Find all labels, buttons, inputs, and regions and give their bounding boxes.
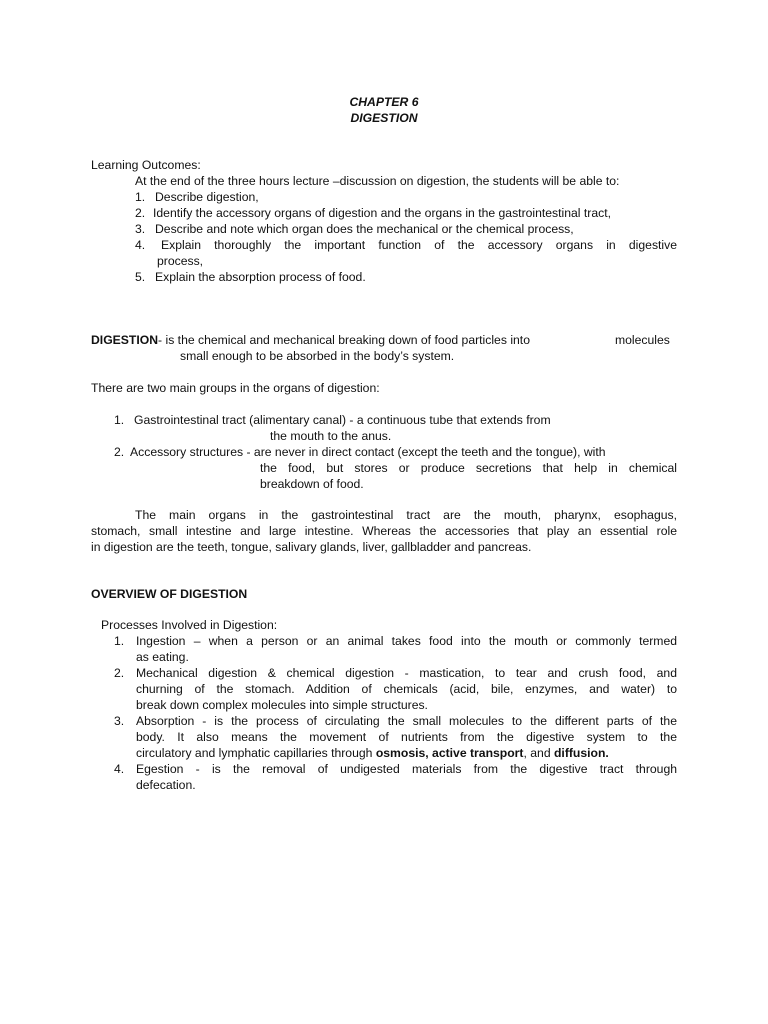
process-1-num: 1. [114, 634, 125, 648]
process-3-line-1: Absorption - is the process of circulating the small molecules to the different parts of the [136, 714, 677, 728]
paragraph-line-2: stomach, small intestine and large intestine. Whereas the accessories that play an essential role [91, 524, 677, 538]
group-item-2-line-3: breakdown of food. [260, 477, 364, 491]
group-item-1: 1. Gastrointestinal tract (alimentary canal) - a continuous tube that extends from [114, 413, 551, 427]
definition-term: DIGESTION [91, 333, 159, 347]
process-3-num: 3. [114, 714, 125, 728]
outcomes-heading: Learning Outcomes: [91, 158, 201, 172]
chapter-title: DIGESTION [350, 111, 418, 125]
group-item-2: 2. Accessory structures - are never in direct contact (except the teeth and the tongue), with [114, 445, 606, 459]
groups-intro: There are two main groups in the organs of digestion: [91, 381, 380, 395]
paragraph-line-3: in digestion are the teeth, tongue, salivary glands, liver, gallbladder and pancreas. [91, 540, 532, 554]
process-2-num: 2. [114, 666, 125, 680]
term-osmosis: osmosis [375, 746, 426, 760]
group-item-2-line-2: the food, but stores or produce secretions that help in chemical [260, 461, 677, 475]
outcome-item-3: 3. Describe and note which organ does the mechanical or the chemical process, [135, 222, 574, 236]
process-3-line-3: circulatory and lymphatic capillaries through osmosis, active transport, and diffusion. [136, 746, 609, 760]
overview-heading: OVERVIEW OF DIGESTION [91, 587, 248, 601]
process-2-line-3: break down complex molecules into simple structures. [136, 698, 428, 712]
paragraph-line-1: The main organs in the gastrointestinal tract are the mouth, pharynx, esophagus, [135, 508, 677, 522]
term-diffusion: diffusion. [553, 746, 609, 760]
outcome-item-1: 1. Describe digestion, [135, 190, 259, 204]
definition-line-1: DIGESTION- is the chemical and mechanical breaking down of food particles into [91, 333, 530, 347]
group-item-1-line-2: the mouth to the anus. [270, 429, 392, 443]
chapter-number: CHAPTER 6 [349, 95, 419, 109]
outcomes-intro: At the end of the three hours lecture –discussion on digestion, the students will be able to: [135, 174, 620, 188]
process-4-num: 4. [114, 762, 125, 776]
processes-heading: Processes Involved in Digestion: [101, 618, 278, 632]
outcome-item-4: 4. [135, 238, 146, 252]
definition-line-1-end: molecules [615, 333, 670, 347]
process-3-line-2: body. It also means the movement of nutrients from the digestive system to the [136, 730, 677, 744]
outcome-item-5: 5. Explain the absorption process of food. [135, 270, 366, 284]
process-4-line-2: defecation. [136, 778, 196, 792]
process-2-line-2: churning of the stomach. Addition of chemicals (acid, bile, enzymes, and water) to [136, 682, 677, 696]
definition-line-2: small enough to be absorbed in the body’s system. [180, 349, 455, 363]
outcome-item-2: 2. Identify the accessory organs of digestion and the organs in the gastrointestinal tract, [135, 206, 611, 220]
outcome-item-4-cont: process, [157, 254, 204, 268]
term-active-transport: active transport [432, 746, 524, 760]
process-4-line-1: Egestion - is the removal of undigested materials from the digestive tract through [136, 762, 677, 776]
outcome-item-4-text: Explain thoroughly the important function of the accessory organs in digestive [161, 238, 677, 252]
process-1-line-2: as eating. [136, 650, 189, 664]
process-2-line-1: Mechanical digestion & chemical digestion - mastication, to tear and crush food, and [136, 666, 677, 680]
process-1-line-1: Ingestion – when a person or an animal takes food into the mouth or commonly termed [136, 634, 677, 648]
